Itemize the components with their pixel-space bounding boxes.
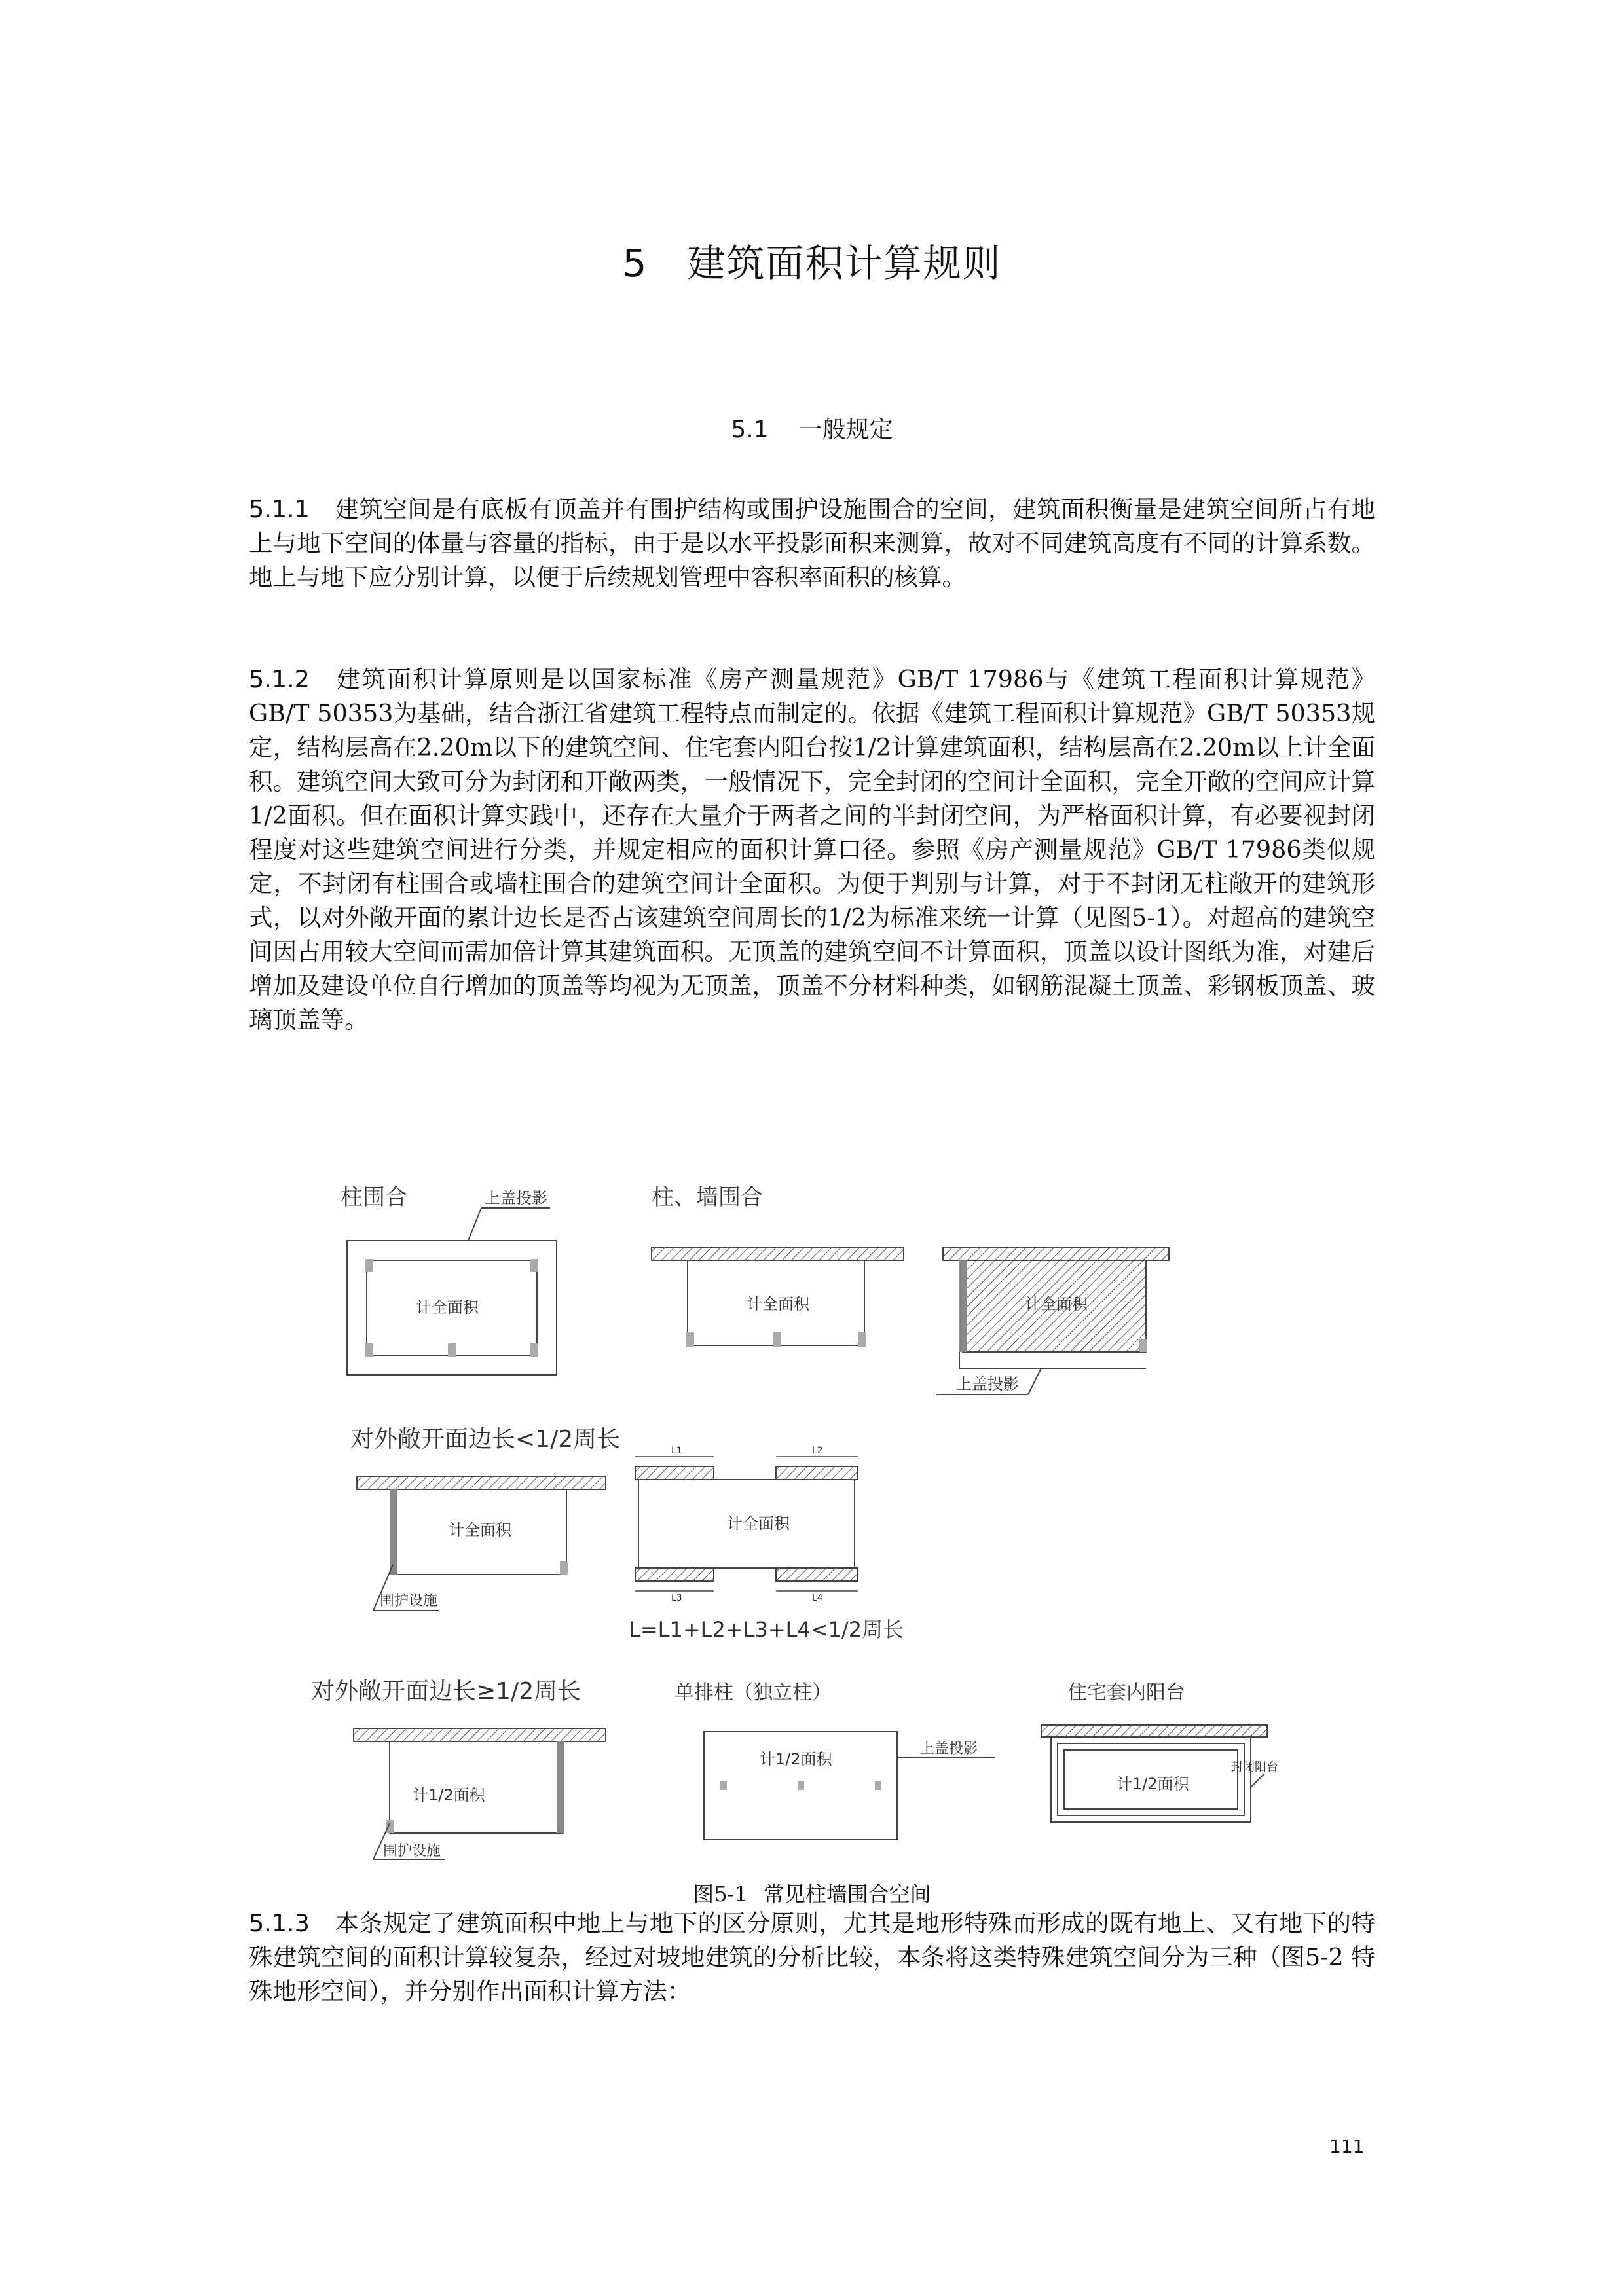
label-guard-facility: 围护设施 [383, 1843, 441, 1859]
clause-text: 本条规定了建筑面积中地上与地下的区分原则，尤其是地形特殊而形成的既有地上、又有地下的特殊建筑空间的面积计算较复杂，经过对坡地建筑的分析比较，本条将这类特殊建筑空间分为三种（图5-2 特殊地形空间），并分别作出面积计算方法： [249, 1909, 1375, 2005]
diagram-column-enclosed [341, 1184, 557, 1375]
label-l1: L1 [671, 1446, 682, 1456]
chapter-number: 5 [622, 241, 648, 285]
figure-caption [0, 1878, 1624, 1908]
label-open-less: 对外敞开面边长<1/2周长 [350, 1426, 621, 1453]
label-l4: L4 [812, 1593, 823, 1603]
label-half-area: 计1/2面积 [760, 1750, 832, 1768]
diagram-open-more-half [311, 1678, 606, 1859]
chapter-title-text: 建筑面积计算规则 [687, 241, 1002, 285]
label-full-area: 计全面积 [747, 1295, 809, 1313]
diagram-single-column [674, 1681, 995, 1840]
diagram-open-less-half [350, 1426, 620, 1611]
label-half-area: 计1/2面积 [413, 1786, 485, 1804]
clause-5-1-2 [249, 663, 1375, 1037]
label-roof-projection: 上盖投影 [956, 1375, 1019, 1393]
label-open-more: 对外敞开面边长≥1/2周长 [311, 1678, 581, 1705]
diagram-wall-projection [936, 1247, 1169, 1394]
clause-text: 建筑面积计算原则是以国家标准《房产测量规范》GB/T 17986与《建筑工程面积计算规范》GB/T 50353为基础，结合浙江省建筑工程特点而制定的。依据《建筑工程面积计算规范》GB/T 50353规定，结构层高在2.20m以下的建筑空间、住宅套内阳台按1/2计算建筑面积，结构层高在2.20m以上计全面积。建筑空间大致可分为封闭和开敞两类，一般情况下，完全封闭的空间计全面积，完全开敞的空间应计算1/2面积。但在面积计算实践中，还存在大量介于两者之间的半封闭空间，为严格面积计算，有必要视封闭程度对这些建筑空间进行分类，并规定相应的面积计算口径。参照《房产测量规范》GB/T 17986类似规定，不封闭有柱围合或墙柱围合的建筑空间计全面积。为便于判别与计算，对于不封闭无柱敞开的建筑形式，以对外敞开面的累计边长是否占该建筑空间周长的1/2为标准来统一计算（见图5-1）。对超高的建筑空间因占用较大空间而需加倍计算其建筑面积。无顶盖的建筑空间不计算面积，顶盖以设计图纸为准，对建后增加及建设单位自行增加的顶盖等均视为无顶盖，顶盖不分材料种类，如钢筋混凝土顶盖、彩钢板顶盖、玻璃顶盖等。 [249, 665, 1375, 1034]
label-formula: L=L1+L2+L3+L4<1/2周长 [629, 1617, 904, 1642]
clause-text: 建筑空间是有底板有顶盖并有围护结构或围护设施围合的空间，建筑面积衡量是建筑空间所占有地上与地下空间的体量与容量的指标，由于是以水平投影面积来测算，故对不同建筑高度有不同的计算系数。地上与地下应分别计算，以便于后续规划管理中容积率面积的核算。 [249, 495, 1375, 591]
label-half-area: 计1/2面积 [1116, 1775, 1189, 1793]
diagram-open-segments [629, 1446, 904, 1642]
label-full-area: 计全面积 [416, 1298, 479, 1317]
page-number: 111 [1329, 2136, 1365, 2157]
label-full-area: 计全面积 [449, 1521, 511, 1539]
clause-number: 5.1.2 [249, 665, 310, 693]
section-title-text: 一般规定 [798, 416, 893, 443]
label-closed-balcony: 封闭阳台 [1231, 1760, 1278, 1774]
label-roof-projection: 上盖投影 [920, 1741, 978, 1757]
label-l3: L3 [671, 1593, 682, 1603]
label-column-wall-enclosed: 柱、墙围合 [652, 1184, 763, 1211]
label-full-area: 计全面积 [1025, 1295, 1088, 1313]
diagram-balcony [1041, 1681, 1278, 1822]
diagram-column-wall-enclosed [652, 1184, 904, 1347]
label-guard-facility: 围护设施 [380, 1593, 438, 1609]
section-title [0, 411, 1624, 445]
label-full-area: 计全面积 [727, 1514, 790, 1533]
label-balcony: 住宅套内阳台 [1067, 1681, 1185, 1704]
clause-5-1-3 [249, 1906, 1375, 2009]
label-single-column: 单排柱（独立柱） [674, 1681, 832, 1704]
label-l2: L2 [812, 1446, 823, 1456]
clause-number: 5.1.1 [249, 495, 310, 523]
section-number: 5.1 [731, 416, 769, 443]
chapter-title [0, 232, 1624, 287]
figure-5-1 [308, 1178, 1278, 1866]
caption-title: 常见柱墙围合空间 [763, 1882, 931, 1906]
label-column-enclosed: 柱围合 [341, 1184, 407, 1211]
caption-number: 图5-1 [693, 1882, 748, 1906]
clause-number: 5.1.3 [249, 1909, 310, 1937]
label-roof-projection: 上盖投影 [485, 1189, 547, 1207]
clause-5-1-1 [249, 492, 1375, 594]
